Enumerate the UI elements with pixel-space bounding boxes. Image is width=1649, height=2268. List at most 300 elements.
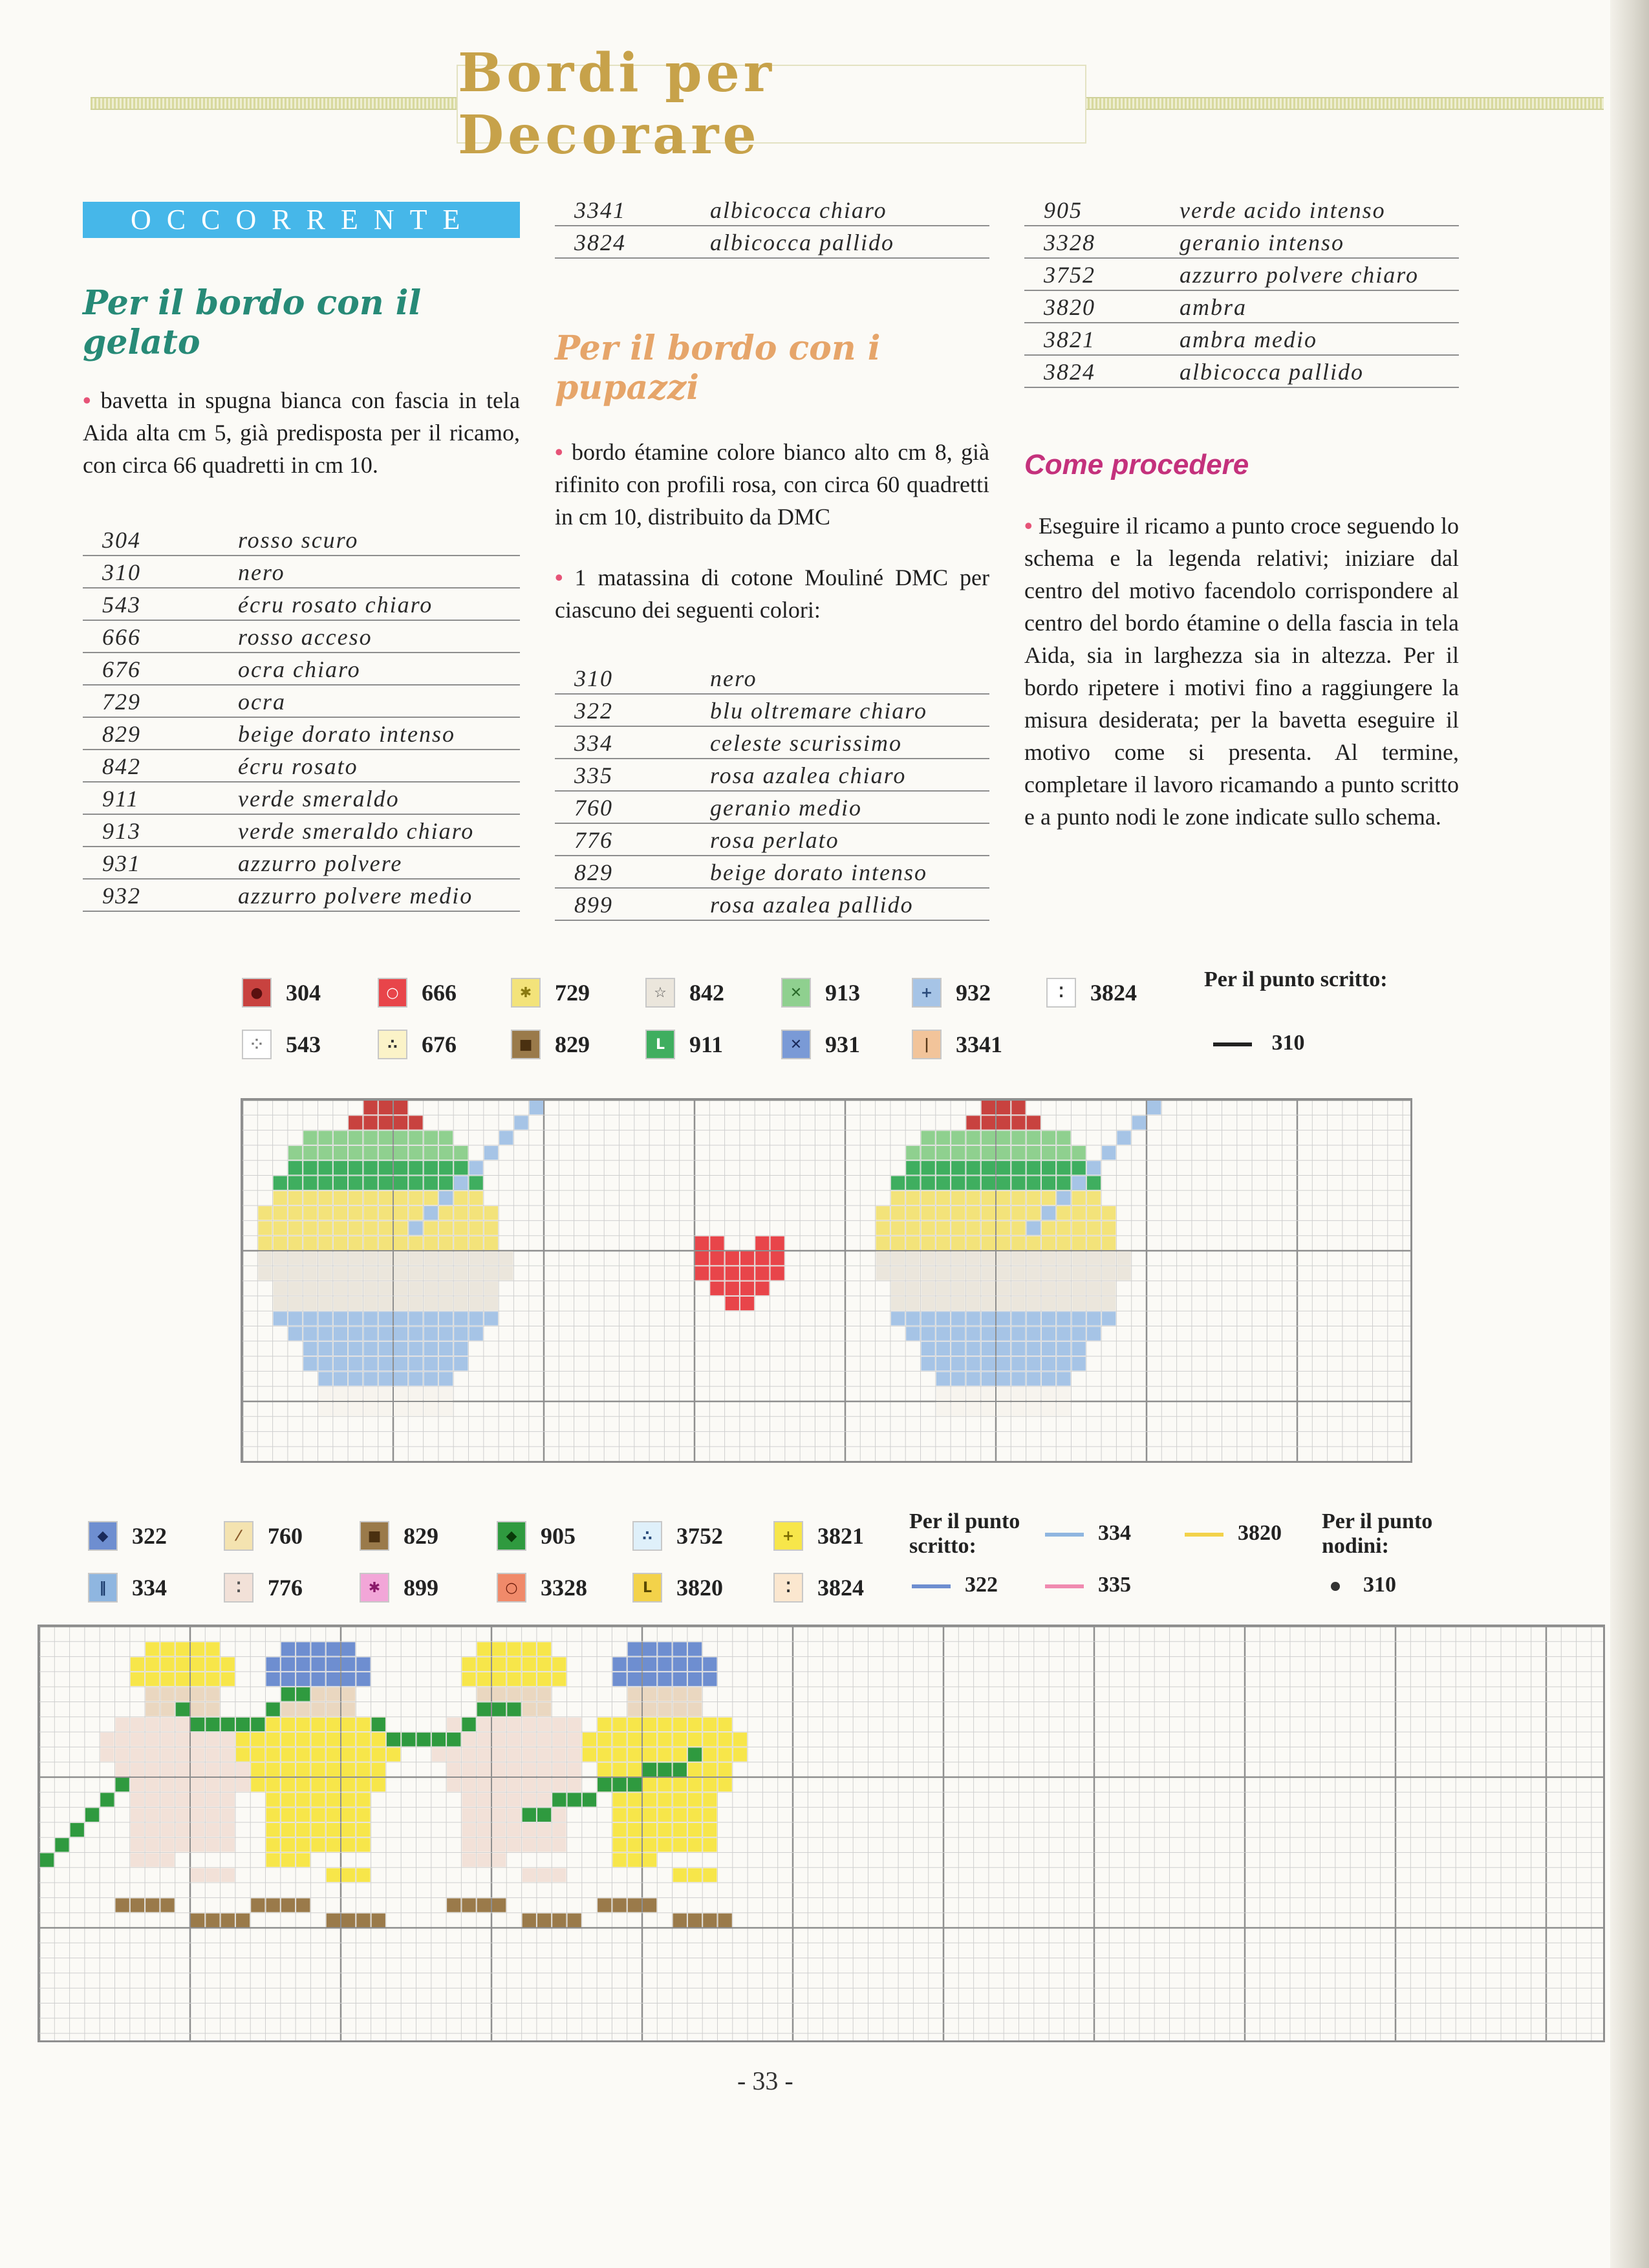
stitch-cell bbox=[1011, 1206, 1025, 1220]
stitch-cell bbox=[296, 1733, 310, 1746]
stitch-cell bbox=[469, 1237, 483, 1250]
stitch-cell bbox=[379, 1221, 393, 1235]
stitch-cell bbox=[1117, 1251, 1130, 1265]
stitch-cell bbox=[191, 1793, 204, 1806]
stitch-cell bbox=[356, 1747, 370, 1761]
stitch-cell bbox=[334, 1237, 347, 1250]
stitch-cell bbox=[688, 1763, 702, 1777]
stitch-cell bbox=[1072, 1161, 1086, 1174]
stitch-cell bbox=[703, 1793, 717, 1806]
stitch-cell bbox=[982, 1372, 995, 1385]
stitch-cell bbox=[394, 1312, 407, 1325]
stitch-cell bbox=[484, 1206, 498, 1220]
stitch-cell bbox=[583, 1733, 596, 1746]
stitch-cell bbox=[982, 1387, 995, 1401]
stitch-cell bbox=[176, 1672, 189, 1686]
stitch-cell bbox=[327, 1672, 340, 1686]
stitch-cell bbox=[1057, 1357, 1070, 1370]
stitch-cell bbox=[424, 1342, 438, 1355]
stitch-cell bbox=[612, 1853, 626, 1867]
color-code: 913 bbox=[83, 814, 238, 847]
stitch-cell bbox=[176, 1778, 189, 1791]
legend-code: 666 bbox=[422, 980, 457, 1006]
stitch-cell bbox=[1072, 1312, 1086, 1325]
stitch-cell bbox=[424, 1161, 438, 1174]
stitch-cell bbox=[921, 1237, 935, 1250]
stitch-cell bbox=[447, 1747, 460, 1761]
stitch-cell bbox=[997, 1237, 1010, 1250]
stitch-cell bbox=[492, 1838, 506, 1852]
stitch-cell bbox=[507, 1793, 521, 1806]
stitch-cell bbox=[1042, 1312, 1055, 1325]
stitch-cell bbox=[176, 1823, 189, 1837]
stitch-cell bbox=[628, 1733, 641, 1746]
stitch-cell bbox=[100, 1733, 114, 1746]
stitch-cell bbox=[997, 1327, 1010, 1341]
stitch-cell bbox=[221, 1778, 235, 1791]
stitch-cell bbox=[221, 1808, 235, 1822]
stitch-cell bbox=[160, 1718, 174, 1731]
color-name: rosso acceso bbox=[238, 620, 520, 653]
legend-code: 905 bbox=[541, 1523, 576, 1549]
stitch-cell bbox=[514, 1116, 528, 1129]
stitch-cell bbox=[1087, 1161, 1101, 1174]
stitch-cell bbox=[274, 1221, 287, 1235]
stitch-cell bbox=[281, 1898, 295, 1912]
color-name: ambra bbox=[1180, 290, 1459, 323]
stitch-cell bbox=[966, 1116, 980, 1129]
stitch-cell bbox=[146, 1658, 159, 1671]
stitch-cell bbox=[55, 1838, 69, 1852]
stitch-cell bbox=[424, 1146, 438, 1160]
stitch-cell bbox=[447, 1763, 460, 1777]
stitch-cell bbox=[439, 1327, 453, 1341]
stitch-cell bbox=[1102, 1297, 1116, 1310]
stitch-cell bbox=[492, 1687, 506, 1701]
stitch-cell bbox=[319, 1342, 332, 1355]
color-name: ocra bbox=[238, 685, 520, 717]
stitch-cell bbox=[477, 1658, 491, 1671]
color-name: beige dorato intenso bbox=[710, 856, 989, 888]
stitch-symbol-icon: ● bbox=[242, 978, 272, 1008]
pupazzi-cross-stitch-chart bbox=[38, 1625, 1605, 2042]
stitch-cell bbox=[951, 1327, 965, 1341]
color-row bbox=[83, 685, 520, 717]
stitch-cell bbox=[951, 1251, 965, 1265]
stitch-cell bbox=[394, 1327, 407, 1341]
stitch-cell bbox=[146, 1808, 159, 1822]
stitch-cell bbox=[484, 1221, 498, 1235]
stitch-symbol-icon: ◆ bbox=[88, 1521, 118, 1551]
stitch-cell bbox=[876, 1221, 890, 1235]
stitch-cell bbox=[643, 1718, 656, 1731]
stitch-symbol-icon: ■ bbox=[511, 1030, 541, 1059]
stitch-cell bbox=[643, 1703, 656, 1716]
color-code: 3824 bbox=[555, 226, 710, 258]
stitch-cell bbox=[176, 1718, 189, 1731]
stitch-cell bbox=[936, 1372, 950, 1385]
stitch-cell bbox=[688, 1778, 702, 1791]
stitch-cell bbox=[997, 1297, 1010, 1310]
stitch-cell bbox=[643, 1853, 656, 1867]
stitch-cell bbox=[612, 1793, 626, 1806]
stitch-cell bbox=[906, 1237, 920, 1250]
stitch-cell bbox=[327, 1747, 340, 1761]
stitch-cell bbox=[906, 1327, 920, 1341]
stitch-cell bbox=[1072, 1176, 1086, 1190]
stitch-cell bbox=[439, 1312, 453, 1325]
stitch-cell bbox=[424, 1312, 438, 1325]
stitch-cell bbox=[266, 1898, 280, 1912]
stitch-cell bbox=[221, 1868, 235, 1882]
stitch-cell bbox=[311, 1747, 325, 1761]
color-row bbox=[555, 662, 989, 694]
stitch-cell bbox=[477, 1747, 491, 1761]
stitch-cell bbox=[131, 1763, 144, 1777]
stitch-cell bbox=[523, 1838, 536, 1852]
stitch-cell bbox=[612, 1763, 626, 1777]
stitch-cell bbox=[327, 1658, 340, 1671]
stitch-cell bbox=[703, 1778, 717, 1791]
stitch-cell bbox=[439, 1282, 453, 1295]
stitch-cell bbox=[1042, 1206, 1055, 1220]
stitch-cell bbox=[372, 1914, 385, 1927]
stitch-cell bbox=[1057, 1266, 1070, 1280]
stitch-cell bbox=[997, 1402, 1010, 1416]
stitch-cell bbox=[394, 1191, 407, 1205]
stitch-cell bbox=[552, 1718, 566, 1731]
stitch-cell bbox=[462, 1838, 475, 1852]
stitch-cell bbox=[906, 1251, 920, 1265]
stitch-cell bbox=[1057, 1176, 1070, 1190]
stitch-cell bbox=[1027, 1251, 1040, 1265]
stitch-cell bbox=[363, 1312, 377, 1325]
bullet-icon: • bbox=[1024, 513, 1039, 539]
color-code: 334 bbox=[555, 726, 710, 759]
legend-code: 829 bbox=[555, 1031, 590, 1057]
legend-pupazzi-note-nodini: Per il punto nodini: bbox=[1322, 1509, 1433, 1558]
stitch-cell bbox=[673, 1642, 687, 1656]
legend-line-322: 322 bbox=[912, 1573, 998, 1597]
stitch-cell bbox=[658, 1687, 671, 1701]
stitch-cell bbox=[394, 1206, 407, 1220]
stitch-cell bbox=[583, 1793, 596, 1806]
stitch-cell bbox=[477, 1838, 491, 1852]
figure-boy-1 bbox=[236, 1642, 400, 1927]
section-title-pupazzi: Per il bordo con i pupazzi bbox=[555, 329, 881, 407]
stitch-cell bbox=[951, 1237, 965, 1250]
stitch-cell bbox=[710, 1237, 724, 1250]
stitch-cell bbox=[363, 1237, 377, 1250]
color-row bbox=[83, 782, 520, 814]
stitch-cell bbox=[1072, 1237, 1086, 1250]
stitch-cell bbox=[982, 1297, 995, 1310]
stitch-cell bbox=[997, 1387, 1010, 1401]
stitch-cell bbox=[409, 1282, 422, 1295]
stitch-cell bbox=[206, 1703, 219, 1716]
stitch-cell bbox=[160, 1853, 174, 1867]
stitch-cell bbox=[523, 1687, 536, 1701]
stitch-cell bbox=[628, 1793, 641, 1806]
stitch-cell bbox=[288, 1146, 302, 1160]
stitch-cell bbox=[206, 1793, 219, 1806]
legend-code: 543 bbox=[286, 1031, 321, 1057]
stitch-cell bbox=[356, 1793, 370, 1806]
pupazzi-intro-2: • 1 matassina di cotone Mouliné DMC per ciascuno dei seguenti colori: bbox=[555, 565, 989, 623]
legend-item-3824 bbox=[1046, 978, 1137, 1008]
stitch-cell bbox=[568, 1914, 581, 1927]
stitch-cell bbox=[319, 1237, 332, 1250]
stitch-cell bbox=[936, 1251, 950, 1265]
stitch-cell bbox=[146, 1703, 159, 1716]
stitch-cell bbox=[288, 1191, 302, 1205]
stitch-cell bbox=[1027, 1282, 1040, 1295]
stitch-cell bbox=[160, 1808, 174, 1822]
color-name: albicocca chiaro bbox=[710, 194, 989, 226]
stitch-cell bbox=[507, 1808, 521, 1822]
stitch-cell bbox=[221, 1838, 235, 1852]
color-name: beige dorato intenso bbox=[238, 717, 520, 750]
stitch-symbol-icon: L bbox=[632, 1573, 662, 1603]
legend-item-829 bbox=[511, 1030, 590, 1059]
stitch-cell bbox=[341, 1808, 355, 1822]
stitch-cell bbox=[296, 1703, 310, 1716]
stitch-cell bbox=[997, 1146, 1010, 1160]
stitch-cell bbox=[1057, 1402, 1070, 1416]
stitch-cell bbox=[206, 1838, 219, 1852]
color-code: 3820 bbox=[1024, 290, 1180, 323]
stitch-cell bbox=[1042, 1176, 1055, 1190]
backstitch-line-icon bbox=[1213, 1042, 1252, 1046]
legend-item-3820 bbox=[632, 1573, 723, 1603]
stitch-cell bbox=[1087, 1251, 1101, 1265]
stitch-cell bbox=[319, 1161, 332, 1174]
color-row bbox=[555, 856, 989, 888]
stitch-cell bbox=[462, 1898, 475, 1912]
stitch-cell bbox=[1027, 1131, 1040, 1145]
legend-line-334: 334 bbox=[1045, 1521, 1131, 1546]
stitch-cell bbox=[424, 1237, 438, 1250]
stitch-cell bbox=[462, 1672, 475, 1686]
stitch-cell bbox=[755, 1251, 769, 1265]
stitch-symbol-icon: ‖ bbox=[88, 1573, 118, 1603]
stitch-cell bbox=[303, 1342, 317, 1355]
stitch-cell bbox=[394, 1282, 407, 1295]
color-name: celeste scurissimo bbox=[710, 726, 989, 759]
page-number: - 33 - bbox=[737, 2066, 793, 2095]
stitch-cell bbox=[1057, 1161, 1070, 1174]
stitch-cell bbox=[176, 1763, 189, 1777]
stitch-cell bbox=[891, 1312, 905, 1325]
stitch-cell bbox=[311, 1658, 325, 1671]
stitch-cell bbox=[1087, 1206, 1101, 1220]
stitch-cell bbox=[921, 1266, 935, 1280]
stitch-cell bbox=[372, 1778, 385, 1791]
stitch-cell bbox=[643, 1808, 656, 1822]
stitch-symbol-icon: ☆ bbox=[645, 978, 675, 1008]
stitch-cell bbox=[982, 1251, 995, 1265]
stitch-cell bbox=[327, 1868, 340, 1882]
stitch-cell bbox=[997, 1282, 1010, 1295]
stitch-cell bbox=[1057, 1282, 1070, 1295]
stitch-cell bbox=[160, 1763, 174, 1777]
stitch-cell bbox=[1072, 1342, 1086, 1355]
stitch-cell bbox=[341, 1823, 355, 1837]
pupazzi-color-table-continued bbox=[1024, 194, 1459, 388]
stitch-cell bbox=[951, 1206, 965, 1220]
stitch-cell bbox=[409, 1131, 422, 1145]
stitch-cell bbox=[982, 1176, 995, 1190]
stitch-cell bbox=[251, 1747, 264, 1761]
stitch-cell bbox=[688, 1642, 702, 1656]
stitch-cell bbox=[643, 1823, 656, 1837]
stitch-cell bbox=[349, 1282, 362, 1295]
stitch-cell bbox=[643, 1793, 656, 1806]
stitch-cell bbox=[936, 1327, 950, 1341]
stitch-cell bbox=[206, 1658, 219, 1671]
legend-item-829 bbox=[360, 1521, 438, 1551]
stitch-cell bbox=[598, 1778, 611, 1791]
stitch-cell bbox=[477, 1898, 491, 1912]
stitch-cell bbox=[296, 1687, 310, 1701]
stitch-cell bbox=[755, 1282, 769, 1295]
stitch-cell bbox=[409, 1372, 422, 1385]
legend-code: 776 bbox=[268, 1575, 303, 1601]
stitch-cell bbox=[349, 1312, 362, 1325]
stitch-cell bbox=[1072, 1282, 1086, 1295]
stitch-cell bbox=[673, 1687, 687, 1701]
stitch-cell bbox=[733, 1747, 747, 1761]
stitch-cell bbox=[454, 1176, 468, 1190]
stitch-cell bbox=[997, 1101, 1010, 1114]
stitch-cell bbox=[1057, 1297, 1070, 1310]
stitch-cell bbox=[936, 1191, 950, 1205]
stitch-cell bbox=[484, 1312, 498, 1325]
stitch-cell bbox=[552, 1658, 566, 1671]
stitch-cell bbox=[146, 1642, 159, 1656]
stitch-cell bbox=[439, 1266, 453, 1280]
stitch-cell bbox=[274, 1282, 287, 1295]
stitch-cell bbox=[363, 1161, 377, 1174]
stitch-cell bbox=[740, 1251, 754, 1265]
stitch-cell bbox=[1011, 1372, 1025, 1385]
stitch-cell bbox=[311, 1838, 325, 1852]
stitch-cell bbox=[1011, 1161, 1025, 1174]
stitch-cell bbox=[146, 1793, 159, 1806]
stitch-cell bbox=[1057, 1221, 1070, 1235]
stitch-cell bbox=[477, 1793, 491, 1806]
stitch-cell bbox=[439, 1237, 453, 1250]
color-code: 932 bbox=[83, 879, 238, 911]
stitch-cell bbox=[281, 1778, 295, 1791]
stitch-cell bbox=[1027, 1206, 1040, 1220]
stitch-cell bbox=[921, 1282, 935, 1295]
stitch-cell bbox=[356, 1823, 370, 1837]
stitch-cell bbox=[341, 1763, 355, 1777]
stitch-cell bbox=[469, 1191, 483, 1205]
stitch-cell bbox=[492, 1793, 506, 1806]
stitch-cell bbox=[523, 1672, 536, 1686]
stitch-cell bbox=[356, 1733, 370, 1746]
stitch-cell bbox=[341, 1718, 355, 1731]
legend-gelato-line: 310 bbox=[1213, 1031, 1305, 1055]
stitch-cell bbox=[628, 1672, 641, 1686]
stitch-cell bbox=[131, 1658, 144, 1671]
stitch-cell bbox=[1027, 1266, 1040, 1280]
stitch-cell bbox=[379, 1387, 393, 1401]
legend-code: 676 bbox=[422, 1031, 457, 1057]
stitch-cell bbox=[160, 1778, 174, 1791]
stitch-cell bbox=[966, 1191, 980, 1205]
color-name: écru rosato chiaro bbox=[238, 588, 520, 620]
stitch-cell bbox=[568, 1718, 581, 1731]
stitch-cell bbox=[1011, 1116, 1025, 1129]
stitch-cell bbox=[341, 1747, 355, 1761]
stitch-cell bbox=[160, 1658, 174, 1671]
stitch-cell bbox=[131, 1808, 144, 1822]
stitch-cell bbox=[906, 1176, 920, 1190]
stitch-cell bbox=[176, 1793, 189, 1806]
stitch-cell bbox=[876, 1237, 890, 1250]
stitch-cell bbox=[363, 1282, 377, 1295]
stitch-cell bbox=[469, 1282, 483, 1295]
stitch-cell bbox=[1087, 1297, 1101, 1310]
legend-item-3341 bbox=[912, 1030, 1002, 1059]
stitch-cell bbox=[1087, 1176, 1101, 1190]
stitch-cell bbox=[424, 1251, 438, 1265]
stitch-cell bbox=[612, 1718, 626, 1731]
stitch-cell bbox=[612, 1898, 626, 1912]
stitch-symbol-icon: ⁚ bbox=[773, 1573, 803, 1603]
stitch-cell bbox=[288, 1266, 302, 1280]
stitch-cell bbox=[1057, 1312, 1070, 1325]
legend-item-666 bbox=[378, 978, 457, 1008]
stitch-cell bbox=[266, 1672, 280, 1686]
stitch-cell bbox=[454, 1342, 468, 1355]
stitch-cell bbox=[628, 1718, 641, 1731]
stitch-cell bbox=[409, 1116, 422, 1129]
legend-code: 3752 bbox=[676, 1523, 723, 1549]
stitch-cell bbox=[334, 1251, 347, 1265]
stitch-cell bbox=[612, 1778, 626, 1791]
stitch-cell bbox=[997, 1131, 1010, 1145]
stitch-cell bbox=[568, 1733, 581, 1746]
stitch-cell bbox=[303, 1327, 317, 1341]
stitch-cell bbox=[906, 1221, 920, 1235]
stitch-cell bbox=[891, 1266, 905, 1280]
stitch-cell bbox=[327, 1733, 340, 1746]
stitch-cell bbox=[116, 1763, 129, 1777]
stitch-cell bbox=[258, 1266, 272, 1280]
legend-item-304 bbox=[242, 978, 321, 1008]
stitch-cell bbox=[349, 1387, 362, 1401]
stitch-cell bbox=[251, 1733, 264, 1746]
stitch-cell bbox=[319, 1131, 332, 1145]
color-name: rosso scuro bbox=[238, 524, 520, 556]
color-row bbox=[83, 717, 520, 750]
stitch-cell bbox=[1042, 1221, 1055, 1235]
stitch-cell bbox=[523, 1868, 536, 1882]
stitch-cell bbox=[363, 1342, 377, 1355]
stitch-cell bbox=[484, 1237, 498, 1250]
stitch-cell bbox=[643, 1898, 656, 1912]
stitch-cell bbox=[1011, 1146, 1025, 1160]
gelato-color-table bbox=[83, 524, 520, 912]
stitch-cell bbox=[424, 1327, 438, 1341]
stitch-cell bbox=[966, 1221, 980, 1235]
stitch-cell bbox=[281, 1808, 295, 1822]
stitch-cell bbox=[726, 1282, 739, 1295]
